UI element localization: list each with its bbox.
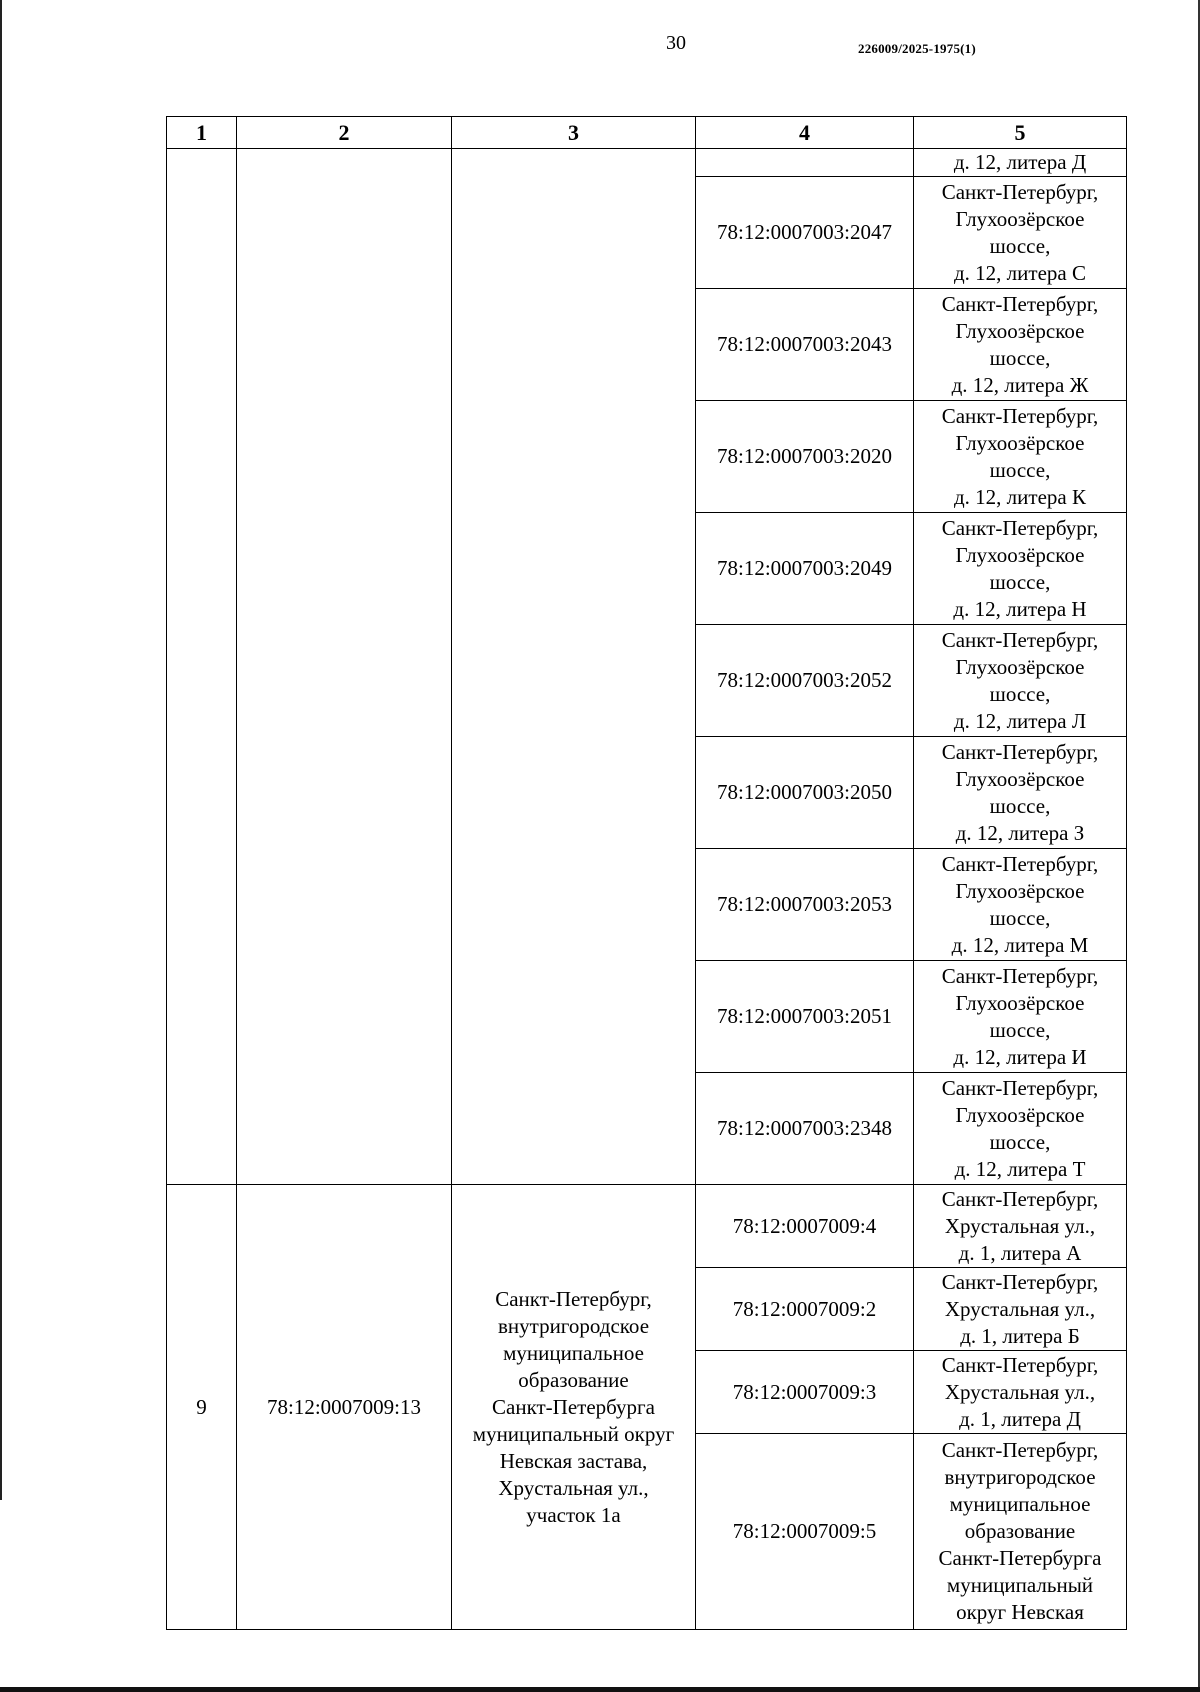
address-line: шоссе, [989,905,1051,930]
building-address [914,401,1127,513]
building-address [914,625,1127,737]
address-line: Глухоозёрское [955,878,1085,903]
address-line: округ Невская [956,1600,1084,1624]
building-cadastral-number: 78:12:0007003:2051 [696,961,914,1073]
building-address [914,1434,1127,1630]
address-line: Санкт-Петербург, [941,515,1099,540]
building-address [914,737,1127,849]
address-line: Глухоозёрское [955,430,1085,455]
column-header-5: 5 [914,117,1127,149]
location-line: муниципальный округ [472,1421,675,1446]
parcel-cadastral-number: 78:12:0007009:13 [237,1185,452,1630]
location-line: муниципальное [503,1340,644,1365]
building-address [914,177,1127,289]
address-line: д. 12, литера К [954,484,1086,509]
address-line: муниципальное [949,1492,1091,1516]
address-line: Глухоозёрское [955,542,1085,567]
address-line: шоссе, [989,569,1051,594]
column-header-1: 1 [167,117,237,149]
continuation-cell-col1 [167,149,237,1185]
address-line: Глухоозёрское [955,766,1085,791]
building-cadastral-number: 78:12:0007003:2053 [696,849,914,961]
address-line: Санкт-Петербург, [941,1186,1099,1211]
address-line: Санкт-Петербург, [941,1269,1099,1294]
address-line: Хрустальная ул., [944,1213,1096,1238]
address-line: д. 1, литера Б [960,1323,1080,1348]
address-line: д. 12, литера Т [954,1156,1086,1181]
building-cadastral-number: 78:12:0007003:2043 [696,289,914,401]
address-line: Санкт-Петербург, [941,739,1099,764]
register-table [166,116,1127,1630]
location-line: Хрустальная ул., [498,1475,649,1500]
address-line: образование [964,1519,1076,1543]
continuation-cadastral-cell [696,149,914,177]
building-cadastral-number: 78:12:0007009:4 [696,1185,914,1268]
address-line: шоссе, [989,793,1051,818]
location-line: Санкт-Петербург, [495,1286,652,1311]
building-cadastral-number: 78:12:0007003:2050 [696,737,914,849]
continuation-cell-col3 [452,149,696,1185]
address-line: Глухоозёрское [955,206,1085,231]
address-line: Глухоозёрское [955,654,1085,679]
table-row [167,1185,1127,1268]
address-line: д. 1, литера Д [959,1406,1081,1431]
address-line: Глухоозёрское [955,318,1085,343]
building-cadastral-number: 78:12:0007003:2052 [696,625,914,737]
address-line: Санкт-Петербург, [941,1438,1099,1462]
address-line: д. 12, литера З [955,820,1085,845]
address-line: Хрустальная ул., [944,1379,1096,1404]
row-number: 9 [167,1185,237,1630]
table-row [167,149,1127,177]
page-bottom-edge [0,1687,1200,1692]
address-line: шоссе, [989,457,1051,482]
address-line: внутригородское [944,1465,1096,1489]
address-line: Санкт-Петербург, [941,627,1099,652]
building-address [914,1073,1127,1185]
building-address [914,1351,1127,1434]
building-cadastral-number: 78:12:0007009:5 [696,1434,914,1630]
building-address [914,513,1127,625]
address-line: Санкт-Петербург, [941,851,1099,876]
table-header-row [167,117,1127,149]
column-header-3: 3 [452,117,696,149]
address-line: шоссе, [989,1017,1051,1042]
building-cadastral-number: 78:12:0007009:2 [696,1268,914,1351]
location-line: образование [518,1367,629,1392]
address-line: шоссе, [989,1129,1051,1154]
address-line: шоссе, [989,345,1051,370]
building-cadastral-number: 78:12:0007003:2049 [696,513,914,625]
building-cadastral-number: 78:12:0007003:2020 [696,401,914,513]
page-left-edge [0,0,2,1500]
parcel-location [452,1185,696,1630]
address-line: шоссе, [989,681,1051,706]
building-address [914,1185,1127,1268]
address-line: Санкт-Петербург, [941,179,1099,204]
building-address [914,961,1127,1073]
address-line: муниципальный [946,1573,1094,1597]
building-address [914,1268,1127,1351]
address-line: Глухоозёрское [955,990,1085,1015]
address-line: д. 12, литера Ж [951,372,1089,397]
location-line: участок 1а [526,1502,621,1527]
continuation-cell-col2 [237,149,452,1185]
column-header-2: 2 [237,117,452,149]
address-line: Санкт-Петербург, [941,963,1099,988]
address-line: д. 12, литера М [951,932,1089,957]
address-line: д. 12, литера И [953,1044,1087,1069]
location-line: Невская застава, [499,1448,648,1473]
address-line: шоссе, [989,233,1051,258]
table-body [167,149,1127,1630]
address-line: Санкт-Петербург, [941,1352,1099,1377]
building-address [914,849,1127,961]
building-cadastral-number: 78:12:0007009:3 [696,1351,914,1434]
building-cadastral-number: 78:12:0007003:2348 [696,1073,914,1185]
address-line: Санкт-Петербург, [941,291,1099,316]
continuation-address-cell: д. 12, литера Д [914,149,1127,177]
address-line: д. 1, литера А [958,1240,1082,1265]
address-line: д. 12, литера С [954,260,1086,285]
address-line: Санкт-Петербург, [941,403,1099,428]
address-line: Хрустальная ул., [944,1296,1096,1321]
location-line: Санкт-Петербурга [492,1394,655,1419]
address-line: д. 12, литера Л [953,708,1087,733]
building-address [914,289,1127,401]
address-line: Санкт-Петербург, [941,1075,1099,1100]
address-line: д. 12, литера Н [953,596,1087,621]
document-id: 226009/2025-1975(1) [858,41,976,56]
address-line: Глухоозёрское [955,1102,1085,1127]
page-number: 30 [666,32,686,54]
location-line: внутригородское [497,1313,650,1338]
column-header-4: 4 [696,117,914,149]
building-cadastral-number: 78:12:0007003:2047 [696,177,914,289]
address-line: Санкт-Петербурга [938,1546,1102,1570]
